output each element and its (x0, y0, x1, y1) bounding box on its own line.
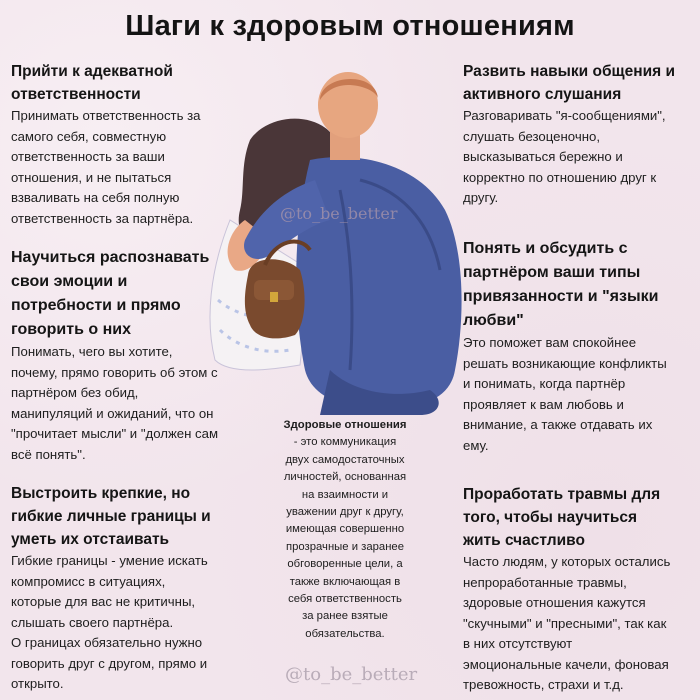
step-heading: Понять и обсудить с партнёром ваши типы привязанности и "языки любви" (463, 240, 659, 329)
step-responsibility (11, 60, 233, 229)
page-title: Шаги к здоровым отношениям (125, 10, 575, 42)
step-description: Разговаривать "я-сообщениями", слушать безоценочно, высказываться бережно и корректно по отношению друг к другу. (463, 108, 666, 205)
watermark-bottom: @to_be_better (285, 664, 418, 685)
step-trauma (463, 483, 695, 696)
step-attachment (463, 237, 695, 456)
backpack-buckle (270, 292, 278, 302)
step-description: Это поможет вам спокойнее решать возникающие конфликты и понимать, когда партнёр проявляет к вам любовь и внимание, а также отдавать их ему. (463, 335, 667, 453)
step-boundaries (11, 482, 251, 695)
step-description: Часто людям, у которых остались непроработанные травмы, здоровые отношения кажутся "скучными" и "пресными", так как в них отсутствуют эмоциональные качели, фоновая тревожность, страхи и т.д. (463, 554, 671, 692)
step-communication (463, 60, 693, 209)
step-description: Гибкие границы - умение искать компромисс в ситуациях, которые для вас не критичны, слышать своего партнёра. О границах обязательно нужно говорить друг с другом, прямо и открыто. (11, 553, 208, 691)
step-heading: Развить навыки общения и активного слушания (463, 63, 675, 103)
step-heading: Прийти к адекватной ответственности (11, 63, 173, 103)
step-emotions (11, 246, 246, 465)
man-jacket (296, 157, 461, 408)
definition-title: Здоровые отношения (283, 419, 407, 431)
watermark: @to_be_better (280, 204, 398, 223)
healthy-relationship-definition: Здоровые отношения - это коммуникация двух самодостаточных личностей, основанная на взаимности и уважении друг к другу, имеющая совершенно прозрачные и заранее обговоренные цели, а также включающая в себя ответственность за ранее взятые обязательства. (270, 417, 420, 643)
step-heading: Выстроить крепкие, но гибкие личные границы и уметь их отстаивать (11, 485, 211, 548)
step-heading: Научиться распознавать свои эмоции и потребности и прямо говорить о них (11, 249, 210, 338)
step-description: Принимать ответственность за самого себя, совместную ответственность за ваши отношения, и не пытаться взваливать на себя полную ответственность за партнёра. (11, 108, 201, 226)
step-heading: Проработать травмы для того, чтобы научиться жить счастливо (463, 486, 661, 549)
step-description: Понимать, чего вы хотите, почему, прямо говорить об этом с партнёром без обид, манипуляций и ожиданий, что он "прочитает мысли" и "должен сам всё понять". (11, 344, 219, 462)
